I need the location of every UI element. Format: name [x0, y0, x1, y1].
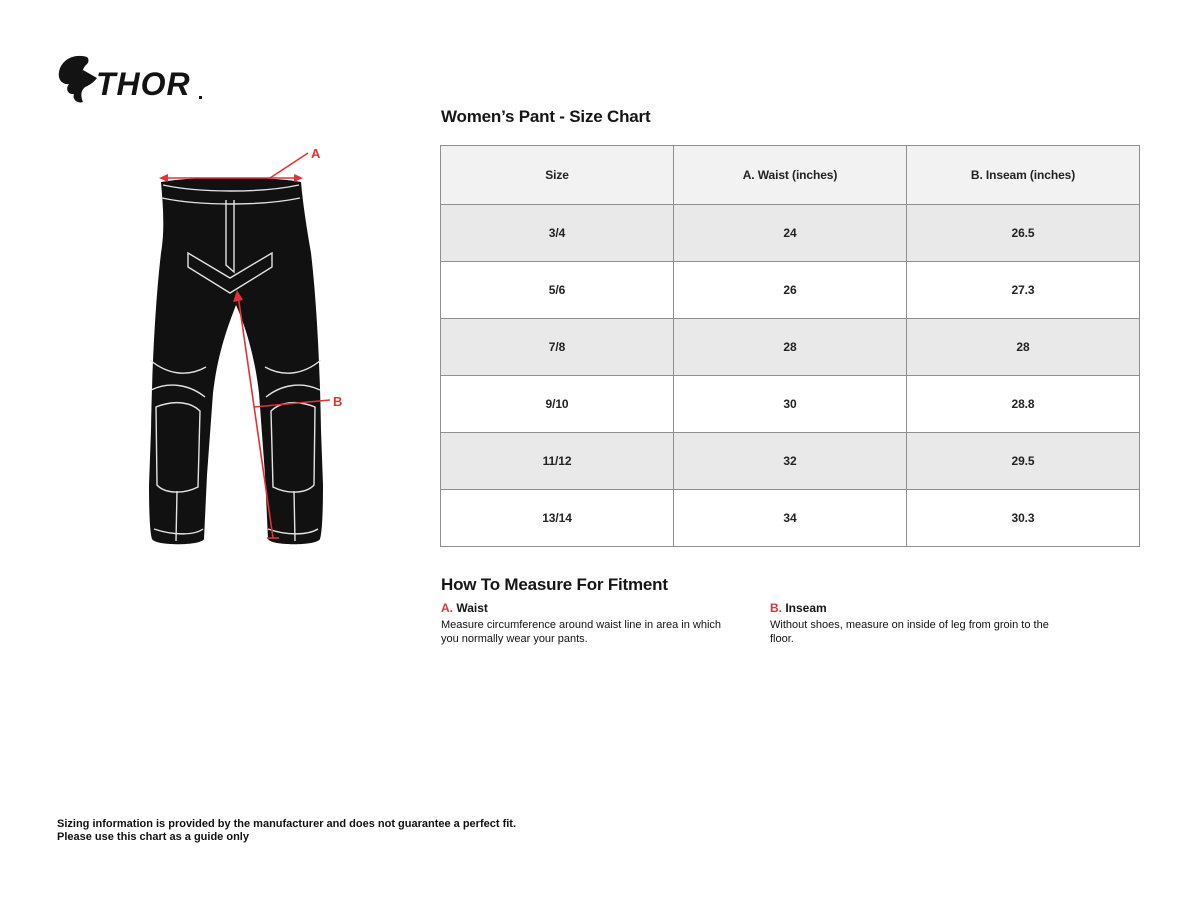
- table-header-row: [441, 146, 1140, 205]
- thor-logo-text: THOR: [96, 66, 191, 102]
- measure-item-waist-heading: [441, 601, 741, 615]
- cell-waist: 28: [674, 319, 907, 376]
- cell-inseam: 28.8: [907, 376, 1140, 433]
- cell-waist: 30: [674, 376, 907, 433]
- measure-key-b: B.: [770, 601, 782, 615]
- thor-logo-svg: [56, 54, 206, 108]
- table-row: [441, 262, 1140, 319]
- pants-silhouette: [149, 178, 323, 545]
- cell-waist: 32: [674, 433, 907, 490]
- how-to-measure-title: How To Measure For Fitment: [441, 575, 668, 594]
- table-row: [441, 433, 1140, 490]
- size-chart-table: [440, 145, 1140, 547]
- footer-disclaimer: [57, 818, 516, 844]
- table-row: [441, 490, 1140, 547]
- cell-inseam: 30.3: [907, 490, 1140, 547]
- cell-size: 7/8: [441, 319, 674, 376]
- cell-size: 11/12: [441, 433, 674, 490]
- table-row: [441, 205, 1140, 262]
- label-a: A: [311, 146, 321, 161]
- cell-size: 9/10: [441, 376, 674, 433]
- cell-waist: 34: [674, 490, 907, 547]
- cell-inseam: 27.3: [907, 262, 1140, 319]
- cell-inseam: 29.5: [907, 433, 1140, 490]
- table-row: [441, 376, 1140, 433]
- cell-inseam: 28: [907, 319, 1140, 376]
- footer-disclaimer-line2: Please use this chart as a guide only: [57, 831, 249, 843]
- pants-measurement-diagram: [140, 135, 360, 555]
- col-header-inseam: B. Inseam (inches): [907, 146, 1140, 205]
- thor-goat-icon: [59, 56, 97, 103]
- label-b: B: [333, 394, 343, 409]
- cell-inseam: 26.5: [907, 205, 1140, 262]
- measure-a-waist-arrow: [159, 153, 308, 182]
- measure-desc-waist: Measure circumference around waist line in area in which you normally wear your pants.: [441, 619, 722, 645]
- measure-desc-inseam: Without shoes, measure on inside of leg from groin to the floor.: [770, 619, 1049, 645]
- measure-item-inseam-heading: [770, 601, 1070, 615]
- measure-key-a: A.: [441, 601, 453, 615]
- col-header-size: Size: [441, 146, 674, 205]
- thor-logo: [56, 54, 206, 108]
- logo-trademark-dot: [199, 96, 202, 99]
- measure-name-inseam: Inseam: [785, 601, 827, 615]
- cell-size: 5/6: [441, 262, 674, 319]
- measure-item-inseam: [770, 601, 1070, 646]
- footer-disclaimer-line1: Sizing information is provided by the manufacturer and does not guarantee a perfect fit.: [57, 818, 517, 830]
- cell-waist: 24: [674, 205, 907, 262]
- cell-size: 13/14: [441, 490, 674, 547]
- table-row: [441, 319, 1140, 376]
- measure-name-waist: Waist: [456, 601, 488, 615]
- size-chart-title: Women’s Pant - Size Chart: [441, 107, 651, 126]
- pants-diagram-svg: [140, 135, 360, 555]
- measure-item-waist: [441, 601, 741, 646]
- cell-waist: 26: [674, 262, 907, 319]
- cell-size: 3/4: [441, 205, 674, 262]
- col-header-waist: A. Waist (inches): [674, 146, 907, 205]
